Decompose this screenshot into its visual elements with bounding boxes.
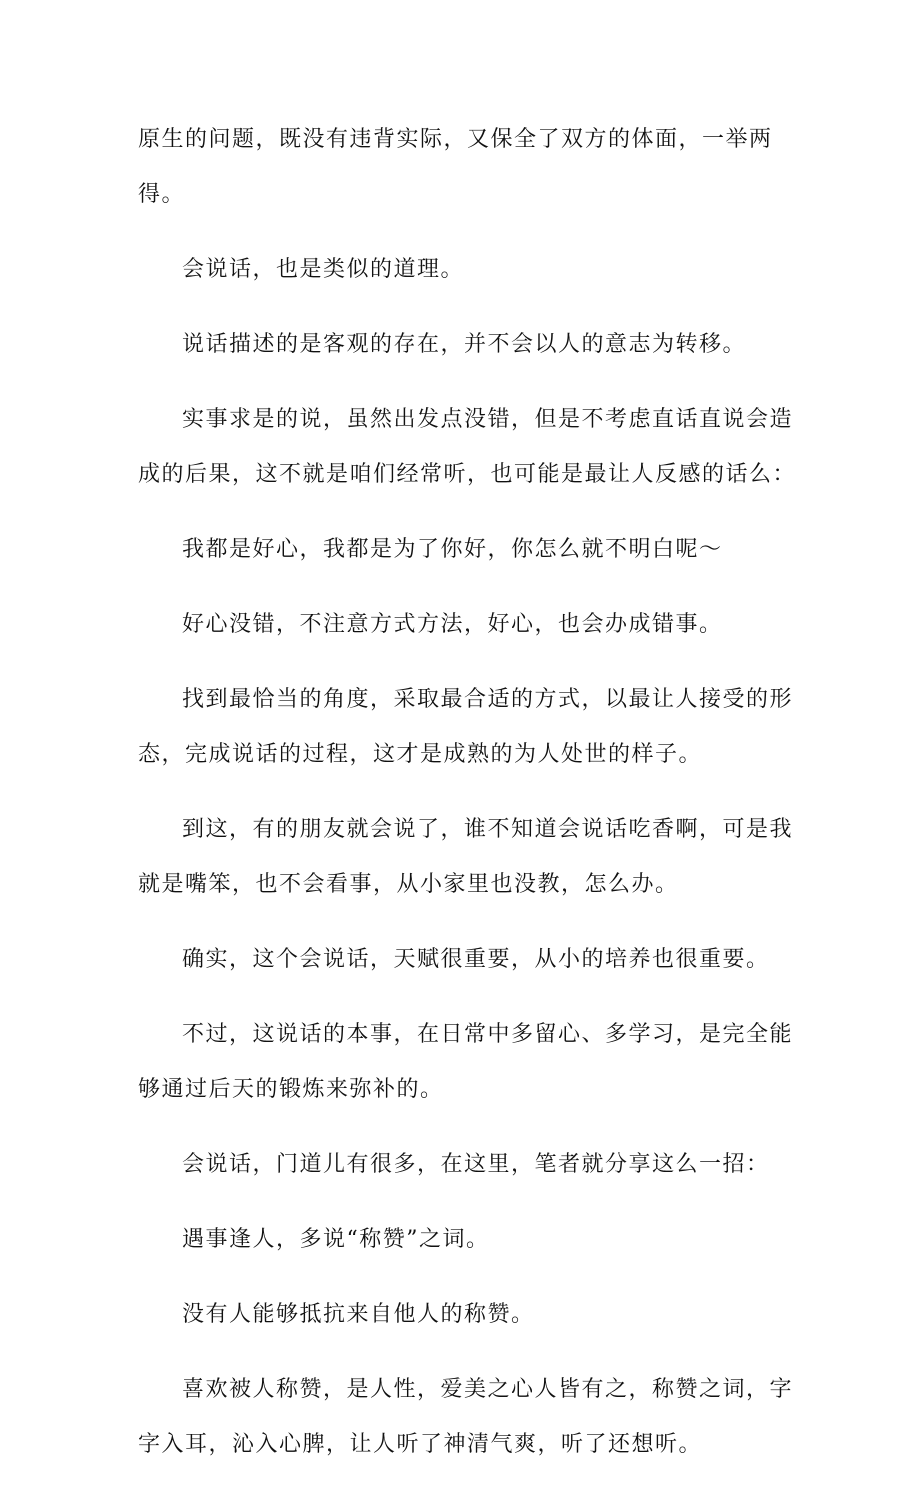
paragraph-continuation: 原生的问题，既没有违背实际，又保全了双方的体面，一举两得。 [138,127,773,207]
paragraph: 到这，有的朋友就会说了，谁不知道会说话吃香啊，可是我就是嘴笨，也不会看事，从小家里也没教，怎么办。 [138,817,794,897]
paragraph: 不过，这说话的本事，在日常中多留心、多学习，是完全能够通过后天的锻炼来弥补的。 [138,1022,794,1102]
paragraph: 确实，这个会说话，天赋很重要，从小的培养也很重要。 [182,947,770,972]
paragraph: 遇事逢人，多说“称赞”之词。 [182,1227,490,1252]
paragraph: 我都是好心，我都是为了你好，你怎么就不明白呢～ [182,537,723,562]
paragraph: 好心没错，不注意方式方法，好心，也会办成错事。 [182,612,723,637]
paragraph: 会说话，门道儿有很多，在这里，笔者就分享这么一招： [182,1152,770,1177]
paragraph: 喜欢被人称赞，是人性，爱美之心人皆有之，称赞之词，字字入耳，沁入心脾，让人听了神清气爽，听了还想听。 [138,1377,794,1457]
paragraph: 说话描述的是客观的存在，并不会以人的意志为转移。 [182,332,747,357]
paragraph: 会说话，也是类似的道理。 [182,257,465,282]
paragraph: 找到最恰当的角度，采取最合适的方式，以最让人接受的形态，完成说话的过程，这才是成熟的为人处世的样子。 [138,687,794,767]
paragraph: 实事求是的说，虽然出发点没错，但是不考虑直话直说会造成的后果，这不就是咱们经常听，也可能是最让人反感的话么： [138,407,797,487]
document-body [138,112,798,1492]
paragraph: 没有人能够抵抗来自他人的称赞。 [182,1302,535,1327]
